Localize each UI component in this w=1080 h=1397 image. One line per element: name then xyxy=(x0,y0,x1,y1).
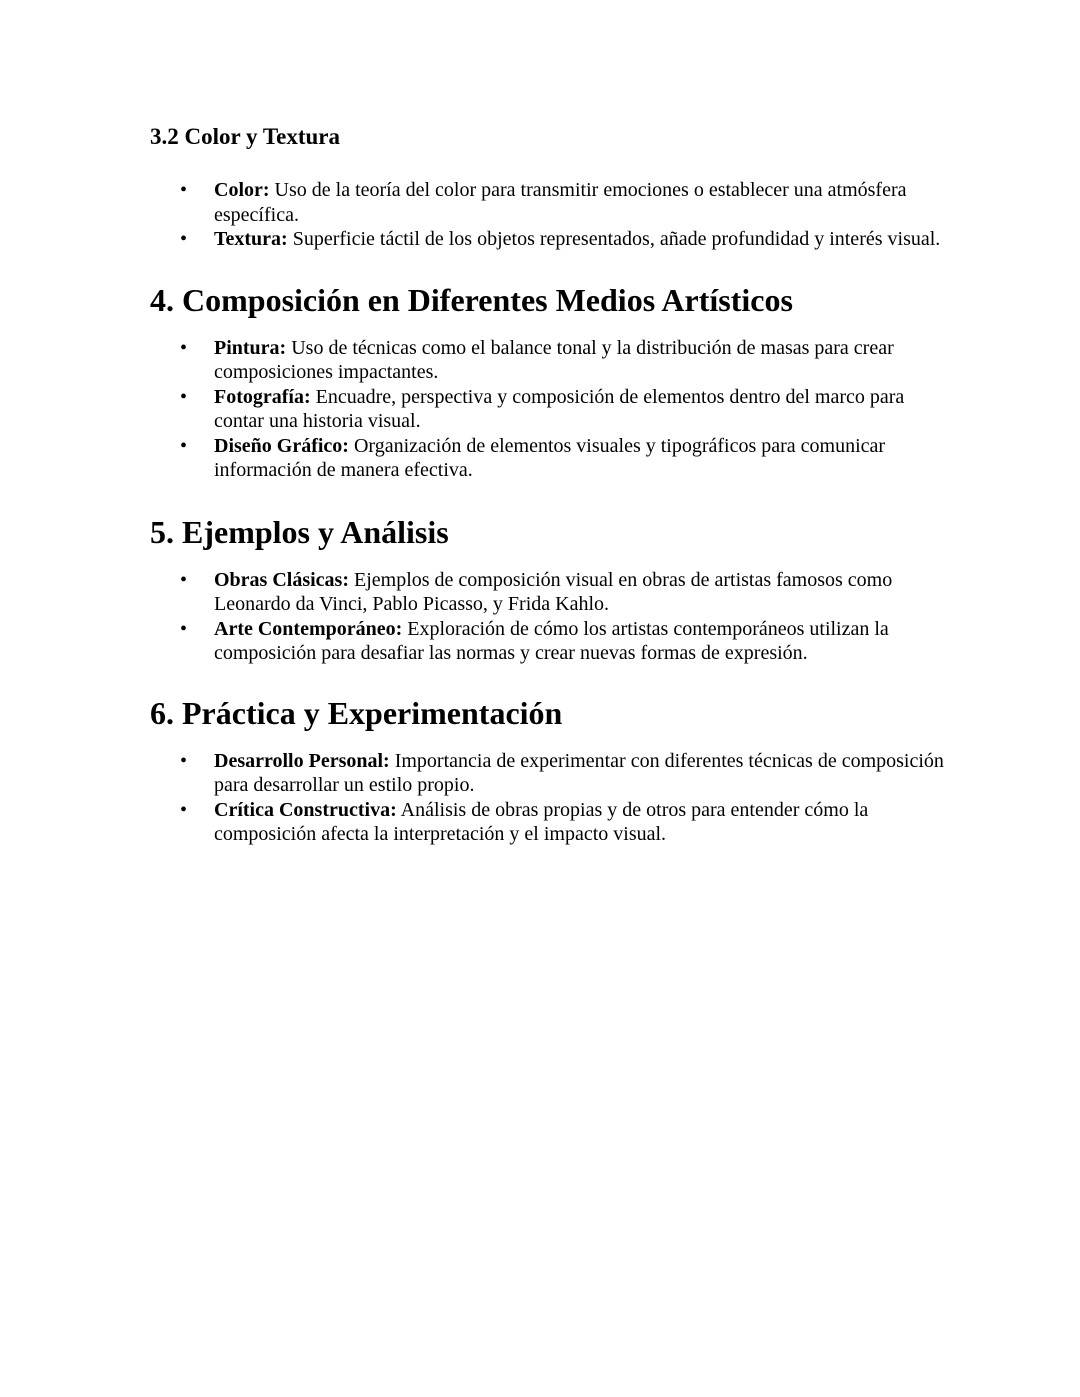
section-6 xyxy=(150,693,950,847)
bullet-icon: • xyxy=(180,617,188,640)
item-term: Arte Contemporáneo: xyxy=(214,617,403,640)
section-3-2-heading: 3.2 Color y Textura xyxy=(150,124,340,149)
list-item xyxy=(150,617,950,666)
bullet-icon: • xyxy=(180,336,188,359)
section-4 xyxy=(150,280,950,483)
bullet-icon: • xyxy=(180,228,188,250)
item-term: Fotografía: xyxy=(214,385,311,408)
item-text: Ejemplos de composición visual en obras de artistas famosos como Leonardo da Vinci, Pablo Picasso, y Frida Kahlo. xyxy=(214,568,893,615)
item-term: Textura: xyxy=(214,228,288,250)
section-3-2 xyxy=(150,122,950,252)
section-6-list xyxy=(150,749,950,847)
bullet-icon: • xyxy=(180,749,188,772)
section-5 xyxy=(150,512,950,666)
section-3-2-list xyxy=(150,178,950,252)
item-term: Diseño Gráfico: xyxy=(214,434,349,457)
list-item xyxy=(150,749,950,798)
bullet-icon: • xyxy=(180,179,188,201)
section-6-heading: 6. Práctica y Experimentación xyxy=(150,694,563,731)
list-item xyxy=(150,434,950,483)
item-term: Color: xyxy=(214,179,270,201)
item-term: Crítica Constructiva: xyxy=(214,798,397,821)
item-text: Uso de la teoría del color para transmitir emociones o establecer una atmósfera específica. xyxy=(214,179,907,226)
item-term: Obras Clásicas: xyxy=(214,568,349,591)
list-item xyxy=(150,798,950,847)
section-4-list xyxy=(150,336,950,483)
document-page xyxy=(150,122,950,847)
item-text: Organización de elementos visuales y tipográficos para comunicar información de manera efectiva. xyxy=(214,434,886,481)
bullet-icon: • xyxy=(180,798,188,821)
item-text: Análisis de obras propias y de otros para entender cómo la composición afecta la interpretación y el impacto visual. xyxy=(214,798,869,845)
item-text: Encuadre, perspectiva y composición de elementos dentro del marco para contar una historia visual. xyxy=(214,385,905,432)
list-item xyxy=(150,568,950,617)
item-term: Desarrollo Personal: xyxy=(214,749,390,772)
bullet-icon: • xyxy=(180,385,188,408)
list-item xyxy=(150,178,950,227)
item-term: Pintura: xyxy=(214,336,287,359)
section-4-heading: 4. Composición en Diferentes Medios Artísticos xyxy=(150,281,793,318)
list-item xyxy=(150,385,950,434)
bullet-icon: • xyxy=(180,568,188,591)
list-item xyxy=(150,227,950,252)
section-5-heading: 5. Ejemplos y Análisis xyxy=(150,513,449,550)
item-text: Importancia de experimentar con diferentes técnicas de composición para desarrollar un estilo propio. xyxy=(214,749,944,796)
bullet-icon: • xyxy=(180,434,188,457)
item-text: Superficie táctil de los objetos representados, añade profundidad y interés visual. xyxy=(287,228,941,250)
section-5-list xyxy=(150,568,950,666)
item-text: Uso de técnicas como el balance tonal y la distribución de masas para crear composiciones impactantes. xyxy=(214,336,894,383)
list-item xyxy=(150,336,950,385)
item-text: Exploración de cómo los artistas contemporáneos utilizan la composición para desafiar las normas y crear nuevas formas de expresión. xyxy=(214,617,889,664)
